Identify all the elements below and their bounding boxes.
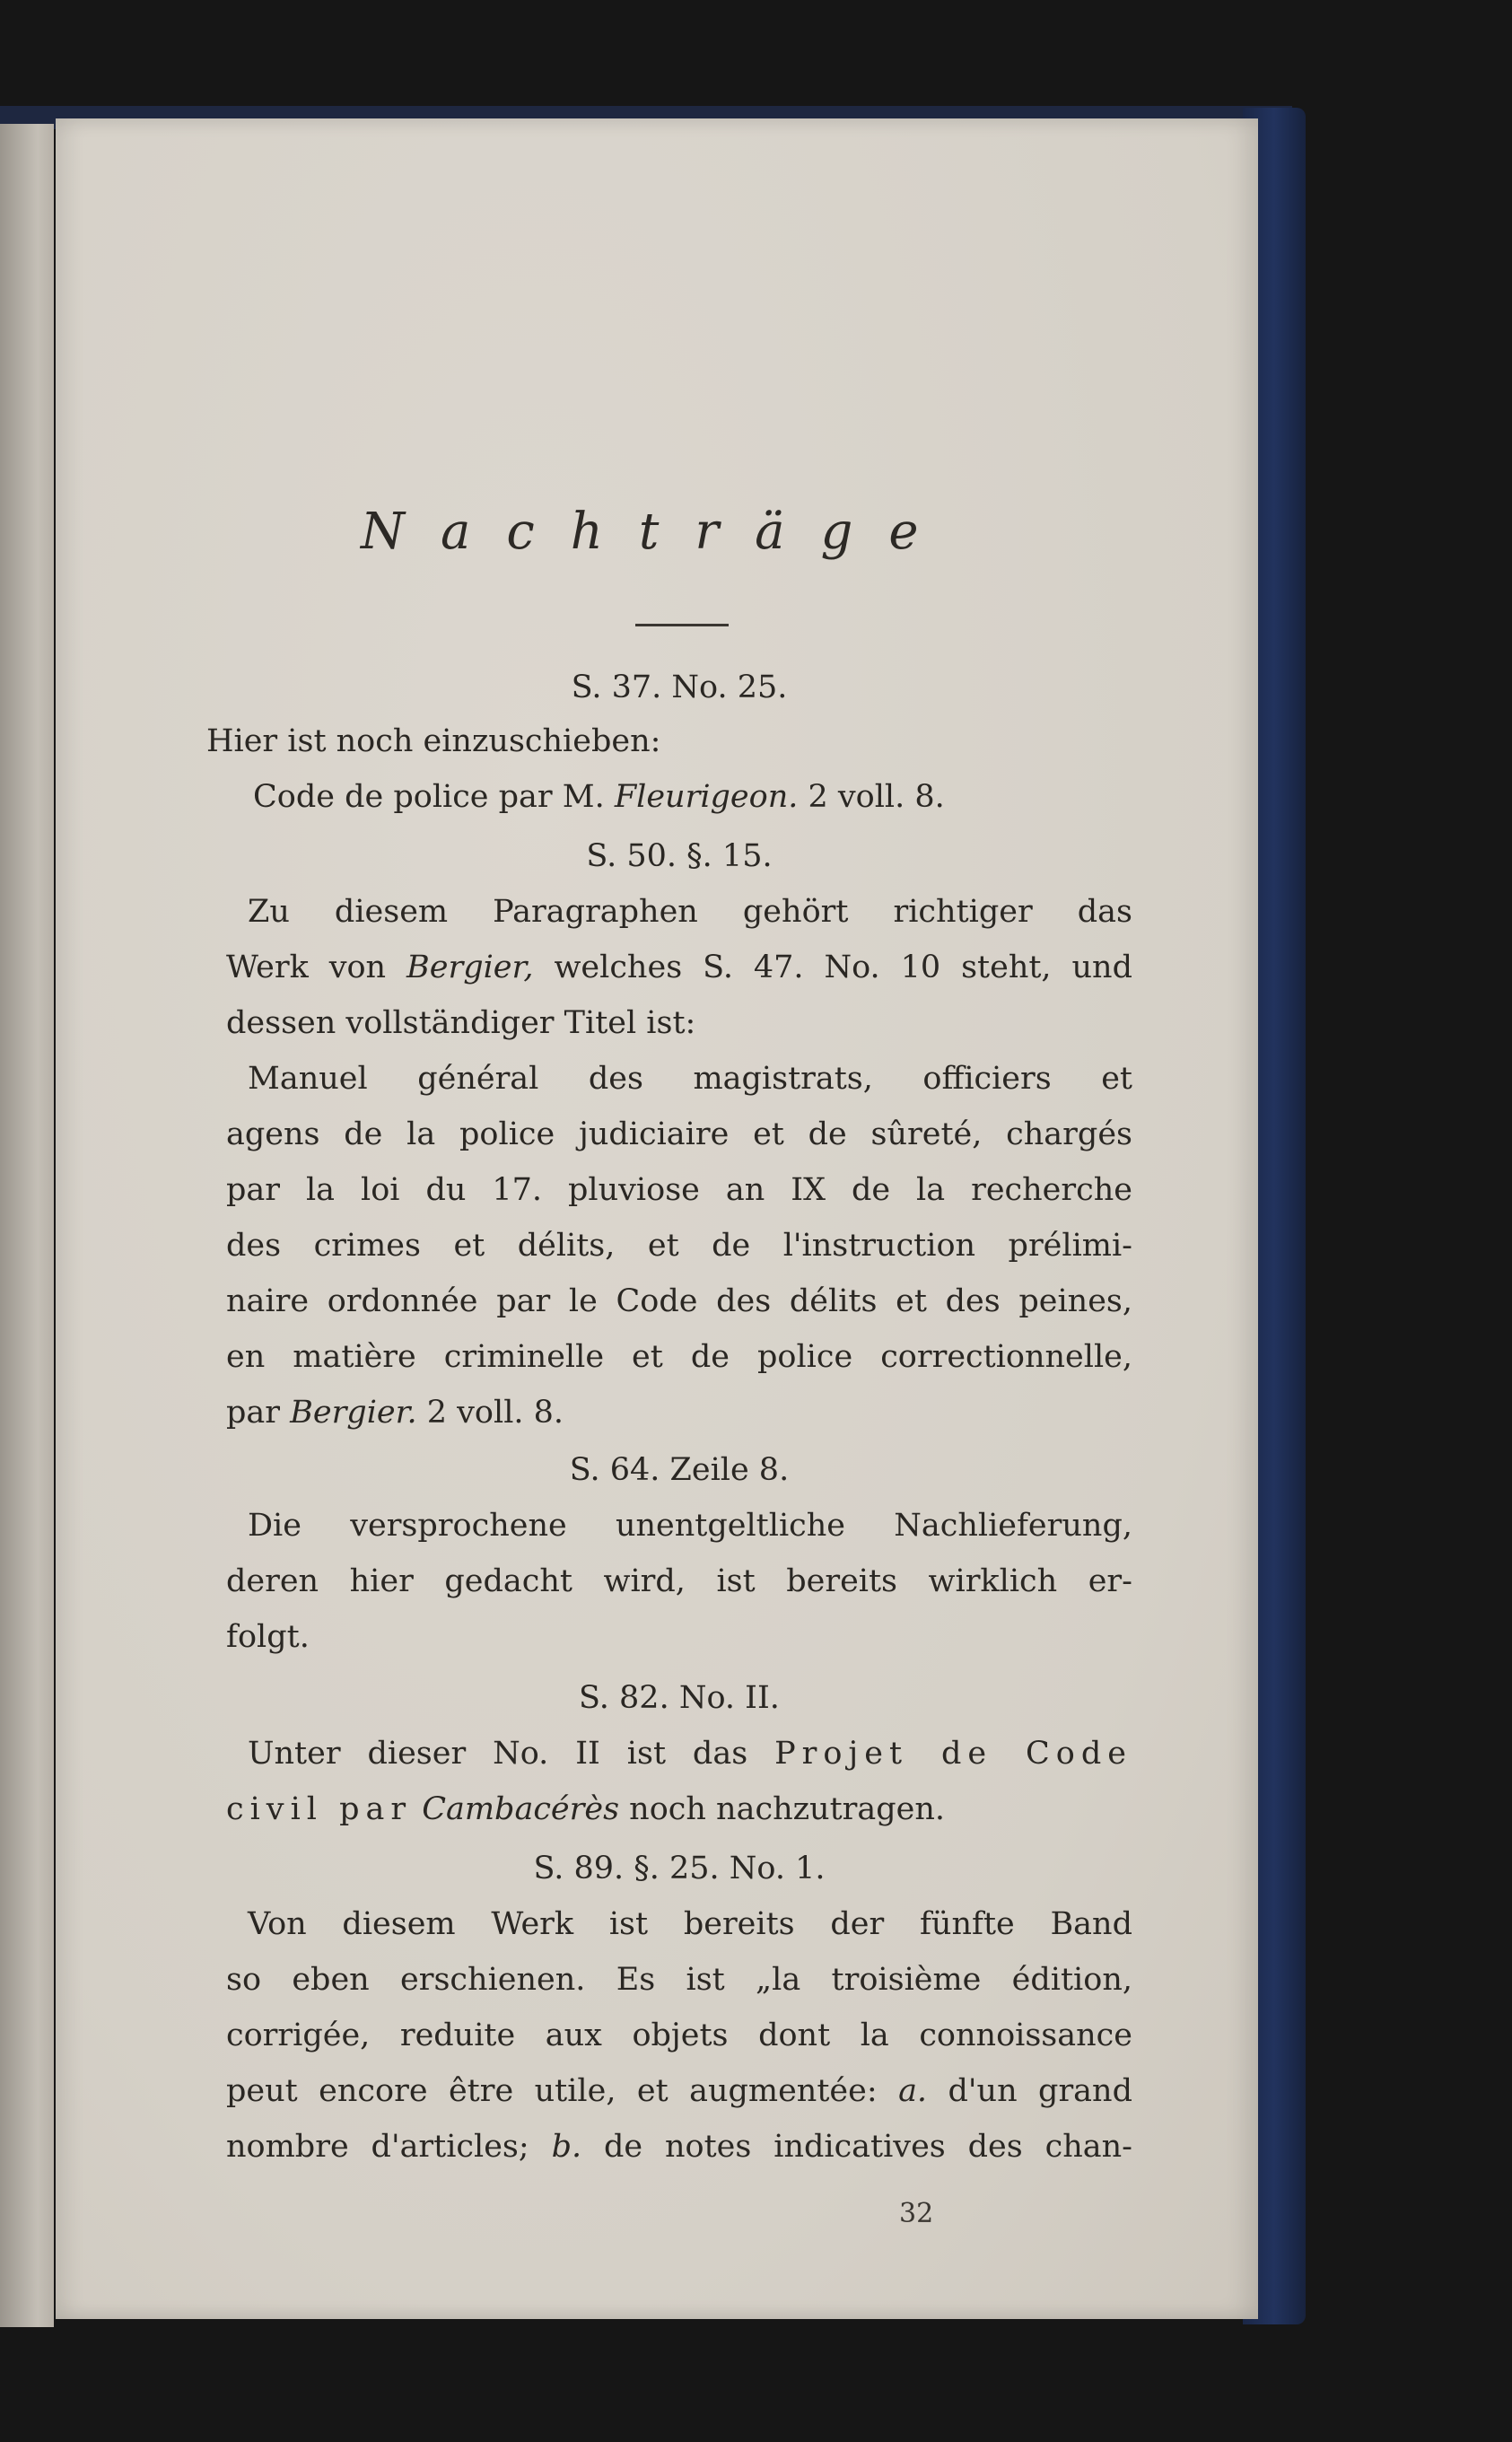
text-line [226,2071,1132,2111]
text-line [226,1393,564,1432]
author-name: Bergier, [406,950,534,985]
text-span: Werk von [226,950,407,985]
section-reference: S. 82. No. II. [579,1680,780,1716]
item-marker: b. [551,2129,582,2165]
text-line: corrigée, reduite aux objets dont la connoissance [226,2017,1132,2053]
text-line: Von diesem Werk ist bereits der fünfte Band [248,1906,1132,1942]
page-number: 32 [899,2198,934,2229]
text-line: en matière criminelle et de police correctionnelle, [226,1339,1132,1375]
text-span: nombre d'articles; [226,2129,552,2165]
text-line: des crimes et délits, et de l'instruction prélimi- [226,1228,1132,1264]
book-page [56,118,1258,2319]
author-name: Cambacérès [412,1791,620,1827]
text-span: par [226,1395,291,1431]
text-span: welches S. 47. No. 10 steht, und [533,950,1132,985]
section-reference: S. 50. §. 15. [586,838,773,874]
text-span: Code de police par M. [253,779,615,815]
text-span: Unter dieser No. II ist das [248,1736,775,1772]
author-name: Fleurigeon. [614,779,799,815]
text-line: par la loi du 17. pluviose an IX de la recherche [226,1172,1132,1208]
text-line: naire ordonnée par le Code des délits et des peines, [226,1283,1132,1319]
spaced-title: civil par [226,1791,413,1827]
item-marker: a. [898,2073,928,2109]
text-line [226,1790,945,1829]
text-span: peut encore être utile, et augmentée: [226,2073,899,2109]
page-title: Nachträge [361,503,955,561]
text-span: 2 voll. 8. [416,1395,564,1431]
text-line [248,1734,1132,1773]
section-reference: S. 64. Zeile 8. [569,1452,790,1488]
text-span: 2 voll. 8. [798,779,945,815]
text-line: Hier ist noch einzuschieben: [206,723,661,759]
text-span: de notes indicatives des chan- [581,2129,1132,2165]
author-name: Bergier. [290,1395,417,1431]
text-line: Die versprochene unentgeltliche Nachlieferung, [248,1508,1132,1544]
text-line: Zu diesem Paragraphen gehört richtiger das [248,894,1132,930]
text-line: agens de la police judiciaire et de sûreté, chargés [226,1116,1132,1152]
title-divider [635,624,729,626]
text-line: dessen vollständiger Titel ist: [226,1005,696,1041]
text-line: so eben erschienen. Es ist „la troisième édition, [226,1962,1132,1998]
section-reference: S. 37. No. 25. [571,670,788,705]
facing-page-edge [0,124,54,2327]
spaced-title: Projet de Code [774,1736,1132,1772]
section-reference: S. 89. §. 25. No. 1. [533,1851,826,1886]
text-line: Manuel général des magistrats, officiers et [248,1061,1132,1097]
text-line: folgt. [226,1619,310,1655]
text-line [226,2127,1132,2166]
text-line: deren hier gedacht wird, ist bereits wirklich er- [226,1563,1132,1599]
text-span: d'un grand [927,2073,1132,2109]
text-span: noch nachzutragen. [619,1791,946,1827]
text-line [253,777,945,817]
text-line [226,948,1132,987]
